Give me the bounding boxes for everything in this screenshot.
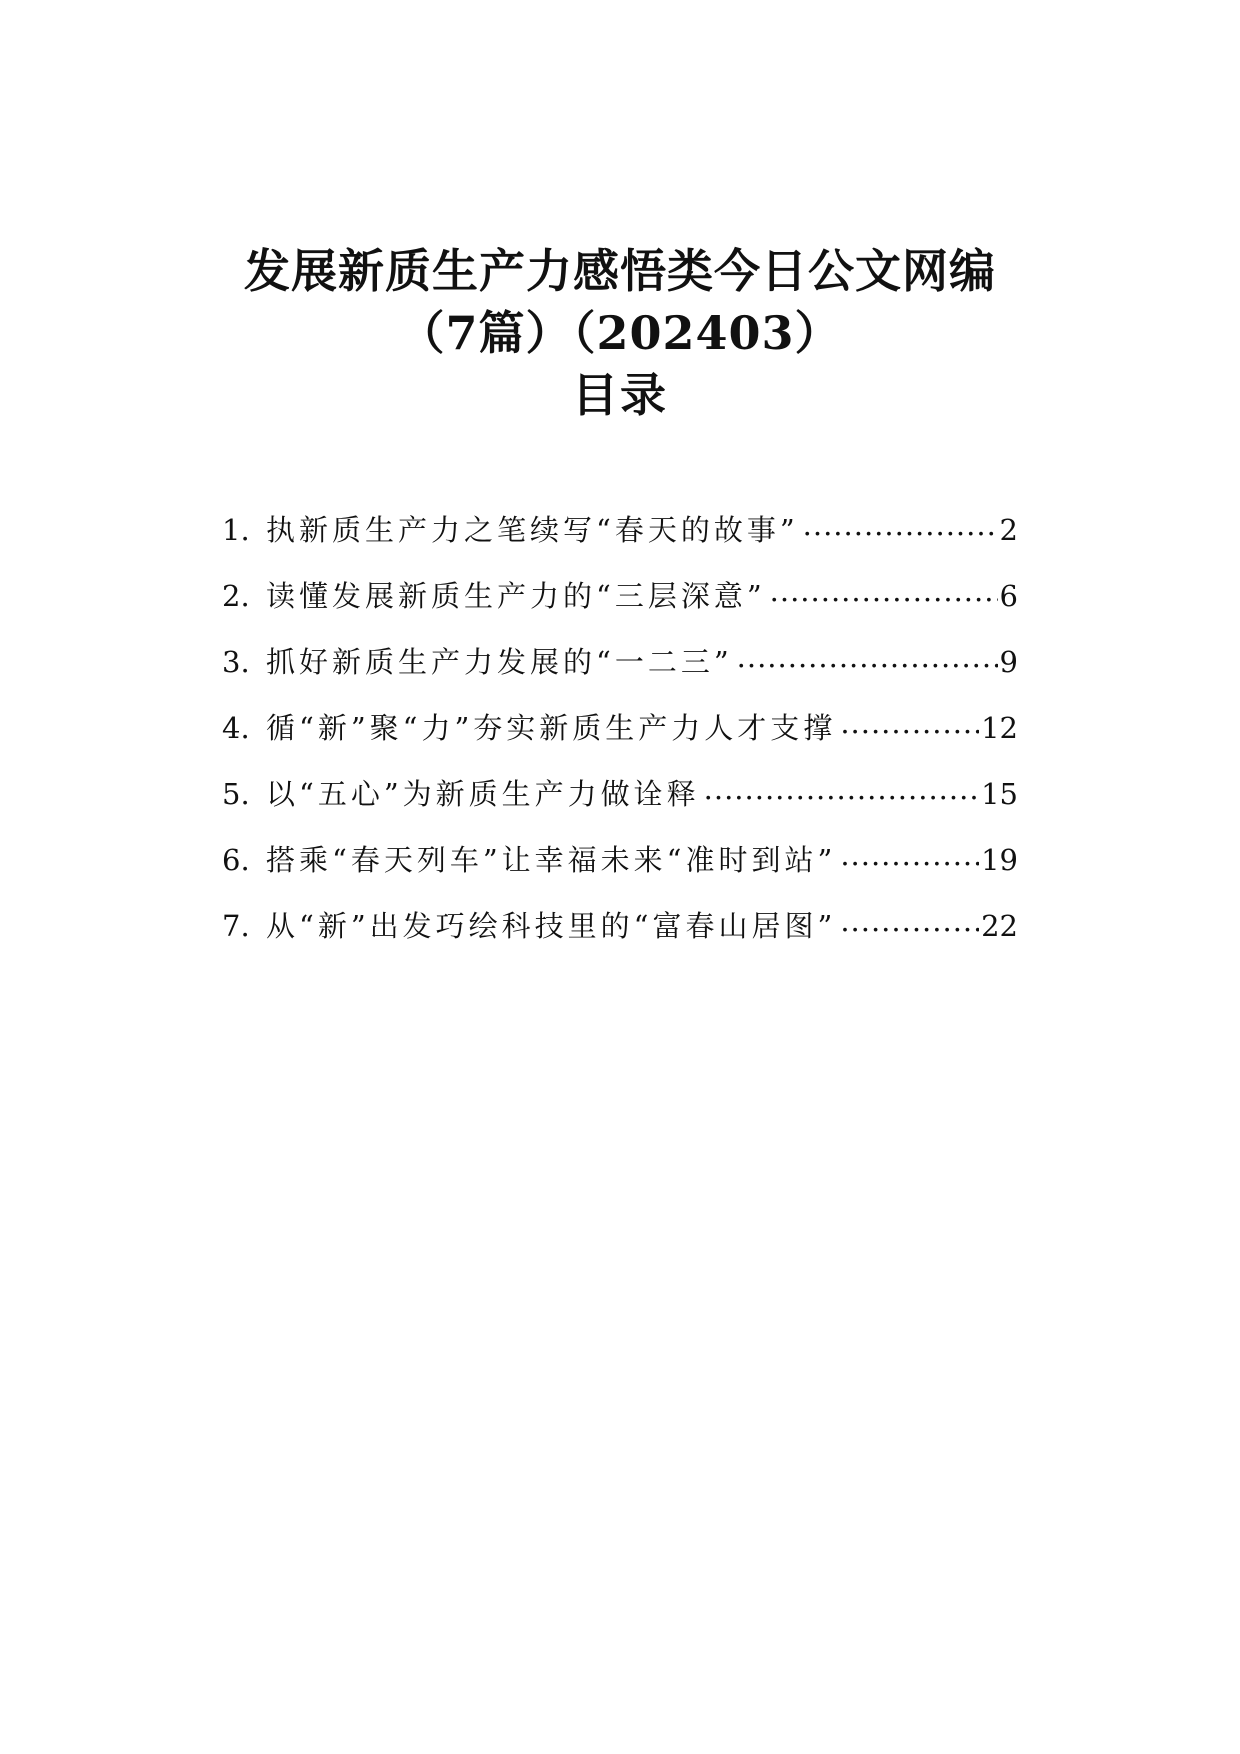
- toc-dot-leader: [840, 709, 979, 738]
- toc-entry-page: 9: [999, 645, 1018, 679]
- toc-entry-page: 22: [981, 909, 1018, 943]
- toc-entry-title: 读懂发展新质生产力的“三层深意”: [266, 579, 766, 613]
- toc-entry-title: 搭乘“春天列车”让幸福未来“准时到站”: [266, 843, 837, 877]
- toc-entry-page: 19: [981, 843, 1018, 877]
- toc-dot-leader: [840, 841, 979, 870]
- toc-entry[interactable]: [222, 904, 1018, 970]
- toc-heading: 目录: [572, 368, 668, 422]
- toc-entry[interactable]: [222, 640, 1018, 706]
- toc-entry-title: 以“五心”为新质生产力做诠释: [266, 777, 700, 811]
- toc-entry-number: 7.: [222, 909, 250, 943]
- toc-entry-title: 抓好新质生产力发展的“一二三”: [266, 645, 733, 679]
- toc-entry[interactable]: [222, 772, 1018, 838]
- toc-dot-leader: [803, 511, 998, 540]
- toc-entry-number: 1.: [222, 513, 250, 547]
- toc-entry-number: 5.: [222, 777, 250, 811]
- toc-entry-page: 12: [981, 711, 1018, 745]
- toc-entry-page: 2: [999, 513, 1018, 547]
- table-of-contents: [222, 508, 1018, 970]
- toc-entry-number: 3.: [222, 645, 250, 679]
- toc-entry-title: 从“新”出发巧绘科技里的“富春山居图”: [266, 909, 837, 943]
- toc-entry-number: 4.: [222, 711, 250, 745]
- toc-entry[interactable]: [222, 838, 1018, 904]
- toc-entry[interactable]: [222, 508, 1018, 574]
- toc-entry-page: 15: [981, 777, 1018, 811]
- toc-entry-title: 执新质生产力之笔续写“春天的故事”: [266, 513, 799, 547]
- toc-entry[interactable]: [222, 574, 1018, 640]
- toc-dot-leader: [840, 907, 979, 936]
- toc-dot-leader: [737, 643, 998, 672]
- toc-entry-page: 6: [999, 579, 1018, 613]
- toc-dot-leader: [770, 577, 998, 606]
- toc-entry-number: 2.: [222, 579, 250, 613]
- toc-entry-number: 6.: [222, 843, 250, 877]
- toc-dot-leader: [704, 775, 979, 804]
- toc-entry-title: 循“新”聚“力”夯实新质生产力人才支撑: [266, 711, 837, 745]
- title-block: [0, 240, 1240, 426]
- document-title-line-1: 发展新质生产力感悟类今日公文网编: [244, 244, 996, 298]
- document-title-line-2: （7篇）（202403）: [398, 306, 842, 360]
- toc-entry[interactable]: [222, 706, 1018, 772]
